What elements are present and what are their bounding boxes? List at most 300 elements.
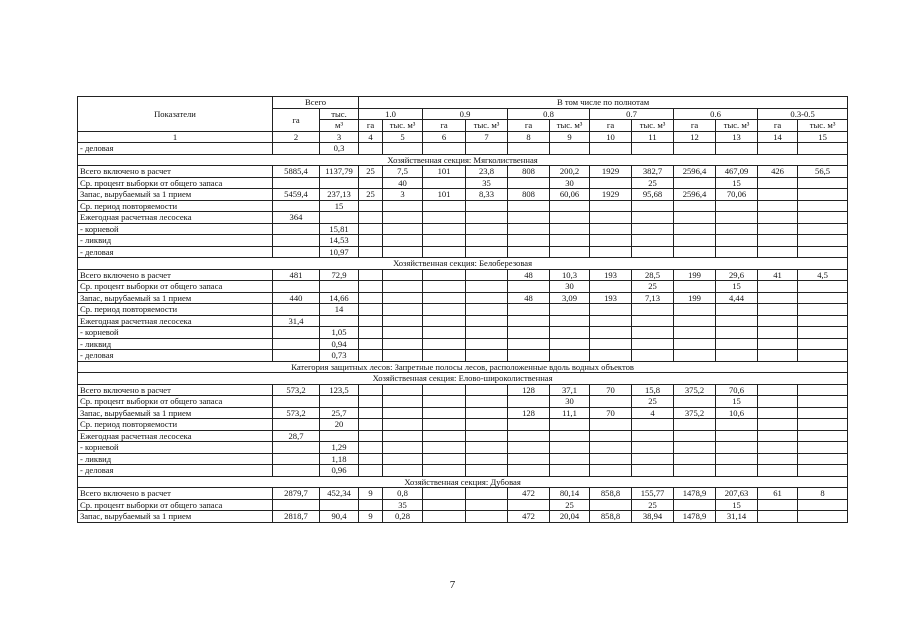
table-cell xyxy=(508,246,550,258)
table-cell xyxy=(758,212,798,224)
table-row xyxy=(78,327,848,339)
total-thousand-header: тыс. xyxy=(320,108,359,120)
table-cell: 95,68 xyxy=(632,189,674,201)
table-cell xyxy=(590,281,632,293)
table-cell xyxy=(798,338,848,350)
table-cell xyxy=(383,269,423,281)
total-m3-header: м³ xyxy=(320,120,359,132)
table-cell xyxy=(758,292,798,304)
table-cell: 61 xyxy=(758,488,798,500)
table-cell xyxy=(466,511,508,523)
table-cell: 5459,4 xyxy=(273,189,320,201)
table-row xyxy=(78,246,848,258)
table-cell: 70 xyxy=(590,384,632,396)
table-row xyxy=(78,166,848,178)
column-number: 9 xyxy=(550,131,590,143)
table-cell: 808 xyxy=(508,166,550,178)
column-number: 12 xyxy=(674,131,716,143)
table-cell xyxy=(758,430,798,442)
row-label: Ежегодная расчетная лесосека xyxy=(78,212,273,224)
table-cell xyxy=(550,338,590,350)
table-cell xyxy=(383,212,423,224)
unit-m3-header: тыс. м³ xyxy=(632,120,674,132)
table-cell: 426 xyxy=(758,166,798,178)
table-cell xyxy=(674,212,716,224)
table-cell xyxy=(758,465,798,477)
by-density-header: В том числе по полнотам xyxy=(359,97,848,109)
table-cell: 237,13 xyxy=(320,189,359,201)
table-cell xyxy=(466,269,508,281)
table-cell xyxy=(359,419,383,431)
table-cell xyxy=(590,304,632,316)
column-number: 2 xyxy=(273,131,320,143)
table-cell xyxy=(590,177,632,189)
table-row xyxy=(78,442,848,454)
table-cell xyxy=(798,396,848,408)
table-cell: 25 xyxy=(359,189,383,201)
table-cell xyxy=(674,223,716,235)
section-title: Категория защитных лесов: Запретные полосы лесов, расположенные вдоль водных объектов xyxy=(78,361,848,373)
table-cell: 128 xyxy=(508,384,550,396)
table-cell: 0,28 xyxy=(383,511,423,523)
table-cell xyxy=(423,511,466,523)
density-header: 0.7 xyxy=(590,108,674,120)
table-cell xyxy=(508,235,550,247)
density-header: 0.3-0.5 xyxy=(758,108,848,120)
table-cell xyxy=(632,200,674,212)
table-cell: 1929 xyxy=(590,166,632,178)
column-number: 8 xyxy=(508,131,550,143)
table-cell: 0,96 xyxy=(320,465,359,477)
row-label: - деловая xyxy=(78,246,273,258)
table-cell xyxy=(466,200,508,212)
table-row xyxy=(78,499,848,511)
page-number: 7 xyxy=(449,579,456,591)
unit-ha-header: га xyxy=(423,120,466,132)
table-cell: 207,63 xyxy=(716,488,758,500)
table-cell xyxy=(716,315,758,327)
table-cell xyxy=(423,246,466,258)
table-cell: 364 xyxy=(273,212,320,224)
table-row xyxy=(78,453,848,465)
table-cell xyxy=(550,442,590,454)
table-cell: 48 xyxy=(508,292,550,304)
table-row xyxy=(78,419,848,431)
table-cell xyxy=(716,143,758,155)
table-cell xyxy=(550,304,590,316)
table-cell xyxy=(758,177,798,189)
table-cell xyxy=(359,315,383,327)
table-cell xyxy=(320,430,359,442)
table-cell xyxy=(674,453,716,465)
table-cell xyxy=(383,465,423,477)
row-label: Ежегодная расчетная лесосека xyxy=(78,315,273,327)
table-cell xyxy=(716,200,758,212)
row-label: - ликвид xyxy=(78,338,273,350)
table-cell: 20 xyxy=(320,419,359,431)
table-cell xyxy=(798,327,848,339)
table-cell xyxy=(359,235,383,247)
table-cell xyxy=(590,350,632,362)
table-cell xyxy=(674,304,716,316)
table-cell xyxy=(423,235,466,247)
table-cell xyxy=(359,327,383,339)
table-cell: 3 xyxy=(383,189,423,201)
row-label: Ср. процент выборки от общего запаса xyxy=(78,499,273,511)
table-cell xyxy=(273,350,320,362)
table-cell xyxy=(466,419,508,431)
section-row xyxy=(78,373,848,385)
table-cell xyxy=(466,223,508,235)
table-cell xyxy=(383,235,423,247)
table-cell xyxy=(758,338,798,350)
row-label: - ликвид xyxy=(78,235,273,247)
table-cell xyxy=(758,223,798,235)
table-cell xyxy=(423,488,466,500)
table-cell: 128 xyxy=(508,407,550,419)
unit-m3-header: тыс. м³ xyxy=(798,120,848,132)
section-title: Хозяйственная секция: Дубовая xyxy=(78,476,848,488)
table-cell xyxy=(273,235,320,247)
table-cell: 35 xyxy=(383,499,423,511)
table-cell: 29,6 xyxy=(716,269,758,281)
table-cell: 40 xyxy=(383,177,423,189)
density-header: 0.8 xyxy=(508,108,590,120)
table-cell xyxy=(798,246,848,258)
header-row-1 xyxy=(78,97,848,109)
indicators-header: Показатели xyxy=(78,97,273,132)
table-cell xyxy=(423,200,466,212)
unit-m3-header: тыс. м³ xyxy=(716,120,758,132)
table-cell: 375,2 xyxy=(674,407,716,419)
table-cell xyxy=(423,269,466,281)
table-cell xyxy=(508,465,550,477)
table-cell xyxy=(273,246,320,258)
table-cell xyxy=(423,223,466,235)
section-row xyxy=(78,361,848,373)
section-row xyxy=(78,154,848,166)
table-cell: 1,05 xyxy=(320,327,359,339)
table-cell xyxy=(798,384,848,396)
table-cell: 72,9 xyxy=(320,269,359,281)
table-cell: 193 xyxy=(590,292,632,304)
table-cell xyxy=(798,350,848,362)
table-cell xyxy=(758,200,798,212)
table-cell xyxy=(674,246,716,258)
table-cell xyxy=(716,212,758,224)
table-cell: 38,94 xyxy=(632,511,674,523)
table-cell: 481 xyxy=(273,269,320,281)
table-cell xyxy=(273,419,320,431)
table-cell xyxy=(550,419,590,431)
row-label: Ср. период повторяемости xyxy=(78,419,273,431)
table-cell: 15,8 xyxy=(632,384,674,396)
table-cell xyxy=(423,212,466,224)
table-cell xyxy=(590,235,632,247)
table-cell xyxy=(798,442,848,454)
table-cell: 28,7 xyxy=(273,430,320,442)
total-ha-header: га xyxy=(273,108,320,131)
table-cell xyxy=(674,396,716,408)
table-cell xyxy=(423,465,466,477)
table-cell xyxy=(590,396,632,408)
table-cell xyxy=(798,304,848,316)
table-cell xyxy=(423,453,466,465)
table-row xyxy=(78,384,848,396)
table-cell: 0,8 xyxy=(383,488,423,500)
table-cell xyxy=(590,465,632,477)
table-cell: 15 xyxy=(716,177,758,189)
table-cell xyxy=(550,465,590,477)
table-cell xyxy=(758,419,798,431)
table-cell xyxy=(674,327,716,339)
table-cell xyxy=(508,200,550,212)
table-cell: 60,06 xyxy=(550,189,590,201)
table-cell xyxy=(423,430,466,442)
table-cell xyxy=(550,246,590,258)
table-cell: 15,81 xyxy=(320,223,359,235)
table-cell xyxy=(758,304,798,316)
table-cell xyxy=(674,350,716,362)
row-label: - деловая xyxy=(78,465,273,477)
table-cell xyxy=(798,453,848,465)
table-cell: 2596,4 xyxy=(674,166,716,178)
table-cell xyxy=(758,396,798,408)
column-number: 4 xyxy=(359,131,383,143)
table-cell xyxy=(674,419,716,431)
table-cell xyxy=(359,281,383,293)
table-cell xyxy=(466,292,508,304)
table-cell xyxy=(273,223,320,235)
table-cell xyxy=(798,407,848,419)
table-cell xyxy=(423,419,466,431)
table-cell xyxy=(359,177,383,189)
table-cell xyxy=(674,465,716,477)
table-cell xyxy=(359,430,383,442)
table-cell xyxy=(550,350,590,362)
table-cell xyxy=(359,269,383,281)
table-cell: 155,77 xyxy=(632,488,674,500)
table-cell xyxy=(758,384,798,396)
table-cell: 25,7 xyxy=(320,407,359,419)
table-cell xyxy=(466,304,508,316)
table-cell xyxy=(466,212,508,224)
table-cell xyxy=(550,235,590,247)
table-cell xyxy=(508,212,550,224)
table-cell xyxy=(273,177,320,189)
table-cell: 1929 xyxy=(590,189,632,201)
table-cell xyxy=(320,315,359,327)
table-cell: 25 xyxy=(550,499,590,511)
table-cell: 25 xyxy=(359,166,383,178)
table-cell xyxy=(320,177,359,189)
table-cell xyxy=(508,143,550,155)
column-number: 1 xyxy=(78,131,273,143)
table-cell xyxy=(758,442,798,454)
row-label: Всего включено в расчет xyxy=(78,269,273,281)
table-cell: 14,66 xyxy=(320,292,359,304)
table-row xyxy=(78,488,848,500)
table-cell xyxy=(423,407,466,419)
table-cell: 15 xyxy=(716,281,758,293)
row-label: - деловая xyxy=(78,350,273,362)
column-number: 5 xyxy=(383,131,423,143)
table-cell xyxy=(273,200,320,212)
table-cell xyxy=(590,499,632,511)
table-cell xyxy=(359,384,383,396)
table-cell xyxy=(423,396,466,408)
row-label: Запас, вырубаемый за 1 прием xyxy=(78,407,273,419)
table-cell: 70,6 xyxy=(716,384,758,396)
table-cell: 0,3 xyxy=(320,143,359,155)
table-cell xyxy=(359,396,383,408)
table-cell xyxy=(798,189,848,201)
table-row xyxy=(78,177,848,189)
table-cell xyxy=(423,315,466,327)
table-cell xyxy=(466,246,508,258)
table-cell xyxy=(508,281,550,293)
table-cell xyxy=(359,499,383,511)
table-cell xyxy=(758,143,798,155)
table-cell xyxy=(590,200,632,212)
table-cell: 11,1 xyxy=(550,407,590,419)
column-number: 14 xyxy=(758,131,798,143)
table-cell: 41 xyxy=(758,269,798,281)
row-label: Ср. процент выборки от общего запаса xyxy=(78,177,273,189)
table-cell xyxy=(508,396,550,408)
table-cell xyxy=(423,292,466,304)
column-number: 7 xyxy=(466,131,508,143)
table-cell xyxy=(466,465,508,477)
table-cell: 858,8 xyxy=(590,488,632,500)
table-cell xyxy=(674,143,716,155)
table-row xyxy=(78,430,848,442)
table-cell: 2818,7 xyxy=(273,511,320,523)
table-cell xyxy=(466,281,508,293)
table-cell xyxy=(273,143,320,155)
table-cell xyxy=(590,327,632,339)
table-cell: 30 xyxy=(550,281,590,293)
table-cell xyxy=(550,200,590,212)
table-cell xyxy=(632,315,674,327)
table-cell: 573,2 xyxy=(273,384,320,396)
table-row xyxy=(78,338,848,350)
table-row xyxy=(78,200,848,212)
table-cell xyxy=(716,465,758,477)
table-cell xyxy=(273,338,320,350)
table-cell xyxy=(674,281,716,293)
table-cell xyxy=(320,499,359,511)
table-cell: 9 xyxy=(359,511,383,523)
unit-m3-header: тыс. м³ xyxy=(466,120,508,132)
table-cell xyxy=(550,453,590,465)
table-cell xyxy=(590,246,632,258)
table-cell: 858,8 xyxy=(590,511,632,523)
table-cell xyxy=(508,315,550,327)
column-number: 11 xyxy=(632,131,674,143)
table-cell: 80,14 xyxy=(550,488,590,500)
unit-m3-header: тыс. м³ xyxy=(550,120,590,132)
table-cell xyxy=(758,315,798,327)
table-cell xyxy=(798,419,848,431)
table-cell: 48 xyxy=(508,269,550,281)
table-cell: 4,44 xyxy=(716,292,758,304)
table-row xyxy=(78,304,848,316)
table-cell xyxy=(508,304,550,316)
row-label: Ежегодная расчетная лесосека xyxy=(78,430,273,442)
table-cell xyxy=(423,442,466,454)
table-cell xyxy=(632,327,674,339)
table-cell: 70 xyxy=(590,407,632,419)
table-cell: 23,8 xyxy=(466,166,508,178)
table-cell xyxy=(632,304,674,316)
table-cell xyxy=(716,419,758,431)
table-cell xyxy=(383,407,423,419)
table-cell: 573,2 xyxy=(273,407,320,419)
table-cell xyxy=(590,419,632,431)
table-cell xyxy=(359,407,383,419)
row-label: Всего включено в расчет xyxy=(78,384,273,396)
table-cell xyxy=(383,350,423,362)
table-cell xyxy=(423,143,466,155)
table-cell: 4,5 xyxy=(798,269,848,281)
table-cell xyxy=(423,350,466,362)
total-header: Всего xyxy=(273,97,359,109)
table-cell xyxy=(508,223,550,235)
table-cell xyxy=(632,223,674,235)
table-cell xyxy=(550,143,590,155)
table-cell: 199 xyxy=(674,269,716,281)
table-cell xyxy=(590,430,632,442)
table-cell xyxy=(590,315,632,327)
table-cell: 10,3 xyxy=(550,269,590,281)
table-cell xyxy=(383,315,423,327)
table-cell xyxy=(508,177,550,189)
table-cell xyxy=(466,143,508,155)
table-cell xyxy=(798,200,848,212)
table-cell xyxy=(383,430,423,442)
table-cell: 440 xyxy=(273,292,320,304)
row-label: Ср. период повторяемости xyxy=(78,200,273,212)
table-cell xyxy=(632,350,674,362)
table-cell xyxy=(758,453,798,465)
table-cell xyxy=(758,246,798,258)
table-cell xyxy=(383,143,423,155)
table-cell: 70,06 xyxy=(716,189,758,201)
table-cell xyxy=(550,315,590,327)
table-cell: 31,4 xyxy=(273,315,320,327)
table-cell: 3,09 xyxy=(550,292,590,304)
table-cell xyxy=(508,442,550,454)
row-label: Запас, вырубаемый за 1 прием xyxy=(78,292,273,304)
table-cell xyxy=(674,442,716,454)
unit-ha-header: га xyxy=(508,120,550,132)
table-row xyxy=(78,292,848,304)
table-cell xyxy=(550,212,590,224)
table-cell xyxy=(674,315,716,327)
table-cell xyxy=(716,350,758,362)
table-cell xyxy=(466,327,508,339)
table-cell xyxy=(590,453,632,465)
row-label: - ликвид xyxy=(78,453,273,465)
table-cell xyxy=(716,442,758,454)
table-cell xyxy=(632,465,674,477)
table-cell: 25 xyxy=(632,177,674,189)
table-cell: 9 xyxy=(359,488,383,500)
table-cell xyxy=(466,407,508,419)
table-cell xyxy=(423,177,466,189)
table-cell xyxy=(632,430,674,442)
